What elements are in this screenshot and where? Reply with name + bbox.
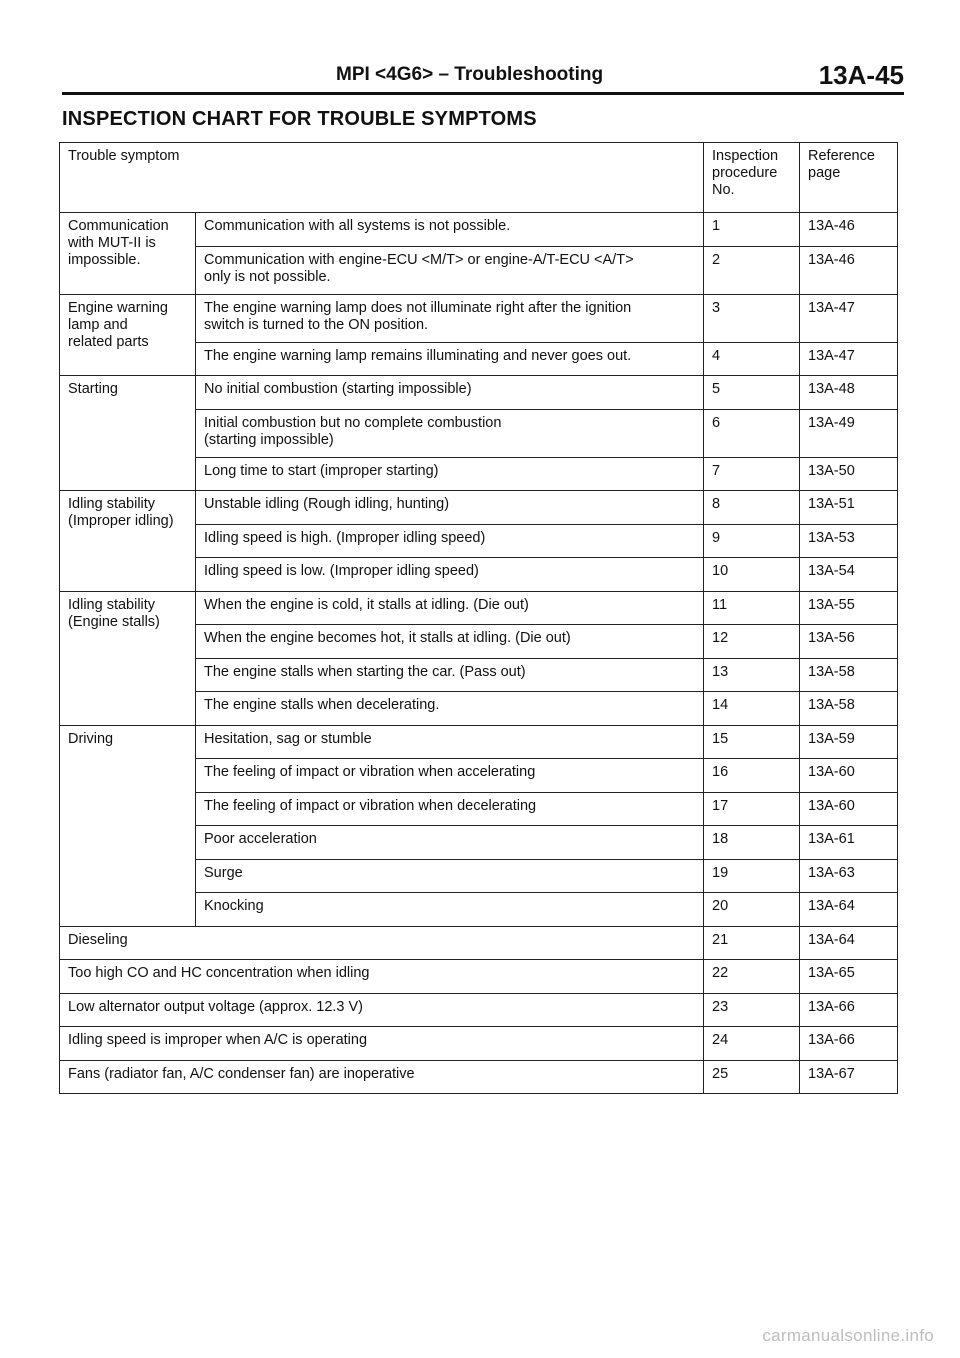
symptom-cell: Idling speed is high. (Improper idling speed) [196,524,704,558]
category-cell: Starting [60,376,196,491]
symptom-cell: Fans (radiator fan, A/C condenser fan) are inoperative [60,1060,704,1094]
watermark: carmanualsonline.info [762,1326,934,1345]
category-cell: Communication with MUT-II is impossible. [60,213,196,295]
reference-page-cell: 13A-46 [800,246,898,294]
symptom-cell: The feeling of impact or vibration when accelerating [196,759,704,793]
reference-page-cell: 13A-54 [800,558,898,592]
symptom-cell: Low alternator output voltage (approx. 12.3 V) [60,993,704,1027]
trouble-symptom-table [59,142,898,1094]
symptom-cell: Poor acceleration [196,826,704,860]
table-row [60,993,898,1027]
reference-page-cell: 13A-58 [800,658,898,692]
symptom-cell: Idling speed is improper when A/C is operating [60,1027,704,1061]
procedure-no-cell: 16 [704,759,800,793]
procedure-no-cell: 13 [704,658,800,692]
reference-page-cell: 13A-53 [800,524,898,558]
procedure-no-cell: 2 [704,246,800,294]
procedure-no-cell: 20 [704,893,800,927]
symptom-cell: Surge [196,859,704,893]
reference-page-cell: 13A-60 [800,759,898,793]
table-row [60,376,898,410]
header-title: MPI <4G6> – Troubleshooting [336,64,604,85]
header-inspection-procedure: Inspection procedure No. [704,143,800,213]
table-header-row [60,143,898,213]
table-row [60,1027,898,1061]
reference-page-cell: 13A-47 [800,342,898,376]
symptom-cell: Knocking [196,893,704,927]
procedure-no-cell: 19 [704,859,800,893]
symptom-cell: Unstable idling (Rough idling, hunting) [196,491,704,525]
table-row [60,294,898,342]
procedure-no-cell: 21 [704,926,800,960]
page-header [62,60,904,95]
table-row [60,725,898,759]
symptom-cell: Too high CO and HC concentration when idling [60,960,704,994]
symptom-cell: The feeling of impact or vibration when decelerating [196,792,704,826]
symptom-cell: Dieseling [60,926,704,960]
procedure-no-cell: 22 [704,960,800,994]
header-reference-page: Reference page [800,143,898,213]
symptom-cell: When the engine is cold, it stalls at idling. (Die out) [196,591,704,625]
procedure-no-cell: 18 [704,826,800,860]
table-row [60,926,898,960]
category-cell: Engine warning lamp and related parts [60,294,196,376]
reference-page-cell: 13A-55 [800,591,898,625]
symptom-cell: The engine warning lamp remains illuminating and never goes out. [196,342,704,376]
reference-page-cell: 13A-66 [800,993,898,1027]
table-row [60,213,898,247]
symptom-cell: The engine stalls when decelerating. [196,692,704,726]
reference-page-cell: 13A-48 [800,376,898,410]
reference-page-cell: 13A-46 [800,213,898,247]
symptom-cell: The engine warning lamp does not illuminate right after the ignition switch is turned to the ON position. [196,294,704,342]
table-row [60,491,898,525]
procedure-no-cell: 9 [704,524,800,558]
reference-page-cell: 13A-65 [800,960,898,994]
procedure-no-cell: 25 [704,1060,800,1094]
reference-page-cell: 13A-64 [800,893,898,927]
procedure-no-cell: 1 [704,213,800,247]
procedure-no-cell: 3 [704,294,800,342]
reference-page-cell: 13A-51 [800,491,898,525]
procedure-no-cell: 5 [704,376,800,410]
category-cell: Idling stability (Improper idling) [60,491,196,592]
reference-page-cell: 13A-66 [800,1027,898,1061]
procedure-no-cell: 7 [704,457,800,491]
procedure-no-cell: 14 [704,692,800,726]
symptom-cell: No initial combustion (starting impossible) [196,376,704,410]
symptom-cell: The engine stalls when starting the car. (Pass out) [196,658,704,692]
reference-page-cell: 13A-67 [800,1060,898,1094]
symptom-cell: Communication with engine-ECU <M/T> or engine-A/T-ECU <A/T> only is not possible. [196,246,704,294]
procedure-no-cell: 4 [704,342,800,376]
symptom-cell: When the engine becomes hot, it stalls at idling. (Die out) [196,625,704,659]
procedure-no-cell: 17 [704,792,800,826]
symptom-cell: Initial combustion but no complete combustion (starting impossible) [196,409,704,457]
procedure-no-cell: 6 [704,409,800,457]
table-row [60,1060,898,1094]
page-number: 13A-45 [818,60,904,90]
reference-page-cell: 13A-61 [800,826,898,860]
reference-page-cell: 13A-63 [800,859,898,893]
table-row [60,591,898,625]
procedure-no-cell: 23 [704,993,800,1027]
reference-page-cell: 13A-50 [800,457,898,491]
symptom-cell: Idling speed is low. (Improper idling speed) [196,558,704,592]
reference-page-cell: 13A-56 [800,625,898,659]
reference-page-cell: 13A-58 [800,692,898,726]
procedure-no-cell: 11 [704,591,800,625]
table-row [60,960,898,994]
procedure-no-cell: 24 [704,1027,800,1061]
section-title: INSPECTION CHART FOR TROUBLE SYMPTOMS [62,108,537,130]
procedure-no-cell: 10 [704,558,800,592]
reference-page-cell: 13A-59 [800,725,898,759]
category-cell: Idling stability (Engine stalls) [60,591,196,725]
procedure-no-cell: 12 [704,625,800,659]
category-cell: Driving [60,725,196,926]
symptom-cell: Long time to start (improper starting) [196,457,704,491]
procedure-no-cell: 15 [704,725,800,759]
procedure-no-cell: 8 [704,491,800,525]
reference-page-cell: 13A-47 [800,294,898,342]
header-trouble-symptom: Trouble symptom [60,143,704,213]
reference-page-cell: 13A-64 [800,926,898,960]
reference-page-cell: 13A-49 [800,409,898,457]
symptom-cell: Communication with all systems is not possible. [196,213,704,247]
symptom-cell: Hesitation, sag or stumble [196,725,704,759]
reference-page-cell: 13A-60 [800,792,898,826]
